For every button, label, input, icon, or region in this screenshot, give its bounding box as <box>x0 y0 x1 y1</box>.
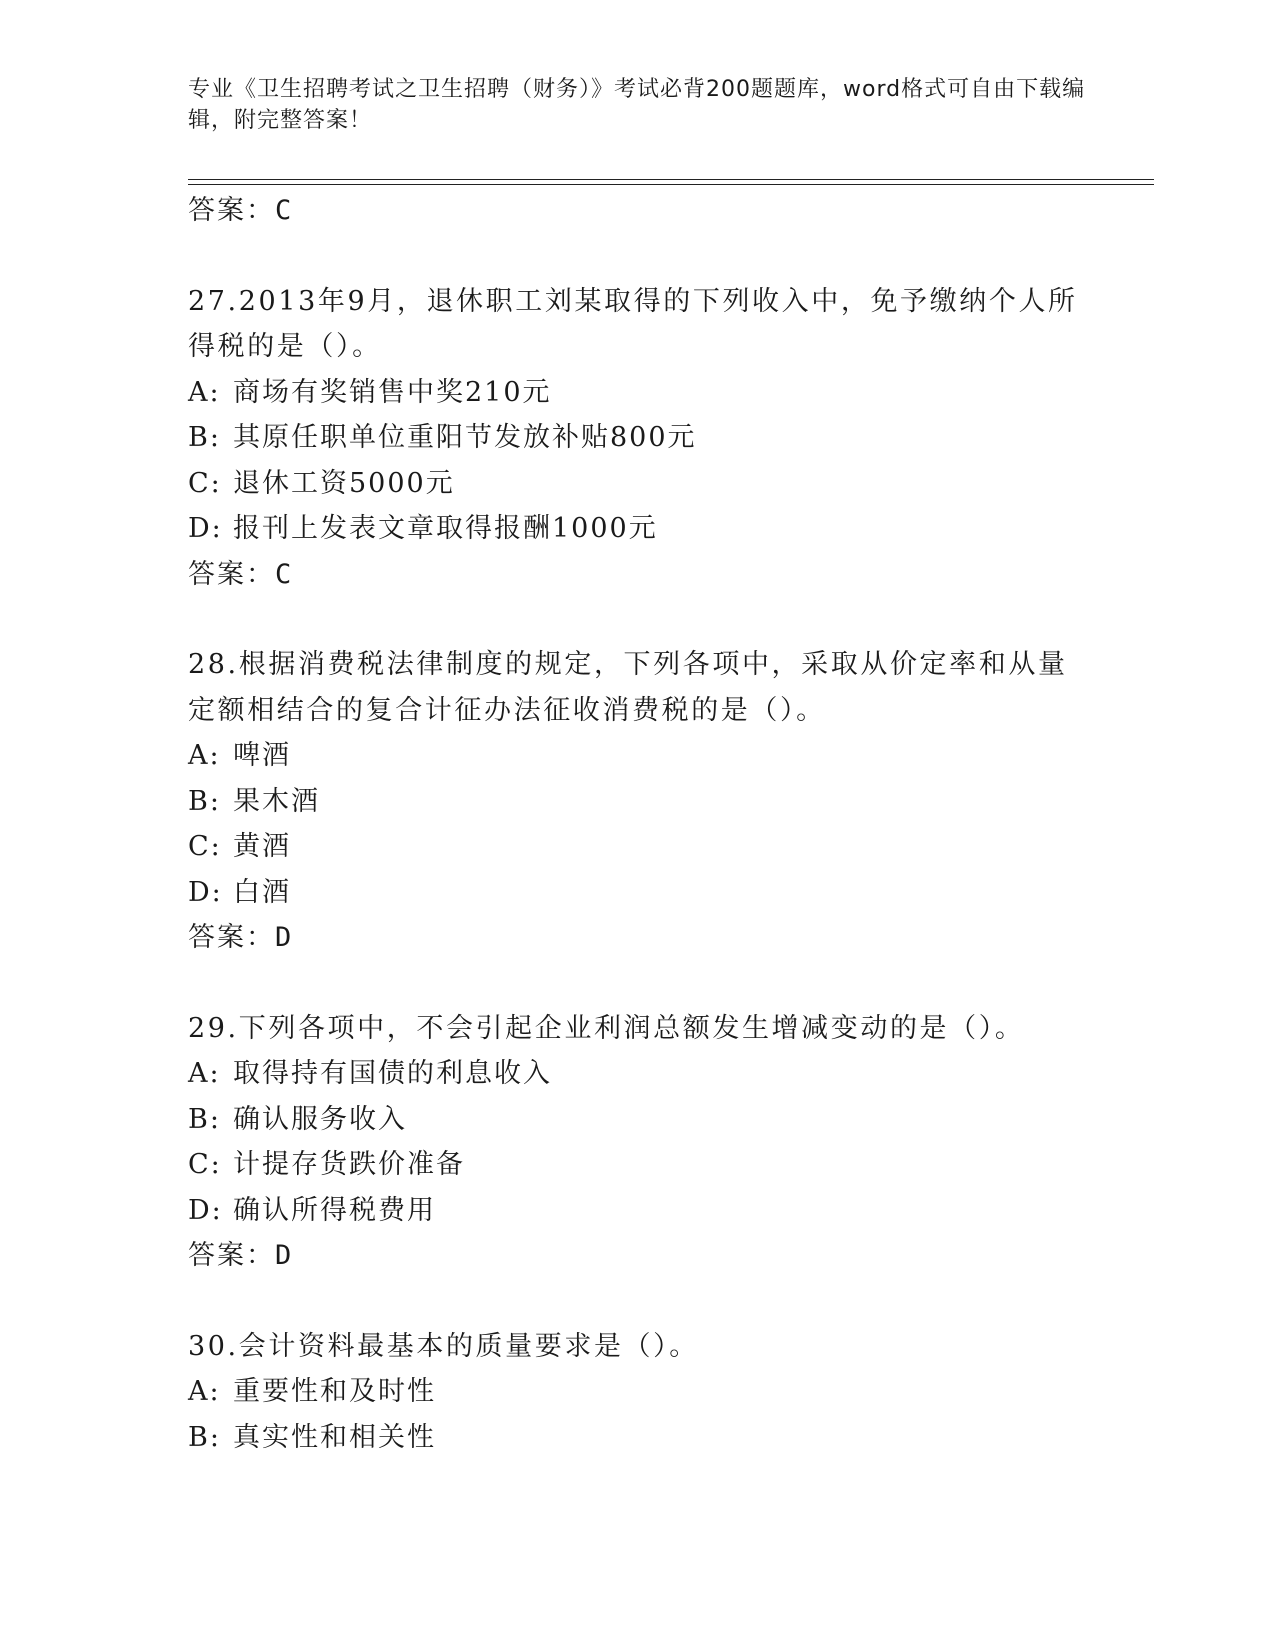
option-c <box>188 824 1128 870</box>
option-text: 商场有奖销售中奖210元 <box>233 376 552 408</box>
option-c <box>188 461 1128 507</box>
option-d <box>188 1188 1128 1234</box>
option-c <box>188 1142 1128 1188</box>
answer-value: C <box>275 195 294 226</box>
option-letter: B: <box>188 422 221 453</box>
option-letter: A: <box>188 1058 221 1089</box>
answer-line <box>188 1233 1128 1279</box>
option-letter: C: <box>188 467 222 499</box>
option-letter: C: <box>188 1149 222 1180</box>
answer-label: 答案： <box>188 1240 275 1271</box>
option-b <box>188 1097 1128 1143</box>
option-a <box>188 1369 1128 1415</box>
answer-label: 答案： <box>188 558 275 590</box>
option-text: 重要性和及时性 <box>233 1376 436 1407</box>
answer-line <box>188 915 1128 961</box>
option-text: 其原任职单位重阳节发放补贴800元 <box>233 422 697 453</box>
question-number: 27. <box>188 285 239 317</box>
question-block <box>188 1006 1128 1279</box>
question-stem: 下列各项中，不会引起企业利润总额发生增减变动的是（）。 <box>238 1012 1025 1044</box>
question-stem: 根据消费税法律制度的规定，下列各项中，采取从价定率和从量定额相结合的复合计征办法征收消费税的是（）。 <box>188 649 1068 726</box>
option-d <box>188 506 1128 552</box>
option-text: 报刊上发表文章取得报酬1000元 <box>233 513 658 544</box>
option-text: 退休工资5000元 <box>233 467 455 499</box>
option-text: 确认所得税费用 <box>233 1194 436 1226</box>
answer-value: C <box>275 558 294 590</box>
option-letter: B: <box>188 785 221 817</box>
option-b <box>188 415 1128 461</box>
option-letter: A: <box>188 376 221 408</box>
option-a <box>188 733 1128 779</box>
answer-value: D <box>275 922 294 953</box>
option-text: 果木酒 <box>233 785 320 817</box>
header-note: 专业《卫生招聘考试之卫生招聘（财务）》考试必背200题题库，word格式可自由下载编辑，附完整答案！ <box>188 77 1086 133</box>
header-rule-bottom <box>188 184 1154 185</box>
option-b <box>188 1415 1128 1461</box>
question-number: 29. <box>188 1012 239 1044</box>
answer-value: D <box>275 1240 294 1271</box>
question-list <box>188 188 1128 1460</box>
option-letter: D: <box>188 876 223 908</box>
header-rule-top <box>188 179 1154 180</box>
option-text: 真实性和相关性 <box>233 1421 436 1453</box>
option-letter: B: <box>188 1421 221 1453</box>
option-a <box>188 1051 1128 1097</box>
option-letter: D: <box>188 513 223 544</box>
question-block <box>188 279 1128 598</box>
option-letter: C: <box>188 831 222 862</box>
option-text: 取得持有国债的利息收入 <box>233 1058 552 1089</box>
question-block <box>188 1324 1128 1461</box>
option-text: 黄酒 <box>233 831 291 862</box>
option-letter: D: <box>188 1194 223 1226</box>
answer-line <box>188 552 1128 598</box>
option-letter: B: <box>188 1103 221 1135</box>
option-text: 计提存货跌价准备 <box>233 1149 465 1180</box>
question-text <box>188 1324 1088 1370</box>
answer-label: 答案： <box>188 922 275 953</box>
answer-label: 答案： <box>188 195 275 226</box>
question-text <box>188 279 1088 370</box>
option-letter: A: <box>188 740 221 771</box>
option-b <box>188 779 1128 825</box>
option-letter: A: <box>188 1376 221 1407</box>
option-text: 白酒 <box>233 876 291 908</box>
option-text: 啤酒 <box>233 740 291 771</box>
question-number: 30. <box>188 1330 239 1362</box>
option-d <box>188 870 1128 916</box>
question-text <box>188 642 1088 733</box>
question-block <box>188 642 1128 961</box>
option-a <box>188 370 1128 416</box>
question-stem: 2013年9月，退休职工刘某取得的下列收入中，免予缴纳个人所得税的是（）。 <box>188 285 1078 362</box>
option-text: 确认服务收入 <box>233 1103 407 1135</box>
question-number: 28. <box>188 649 239 680</box>
answer-line <box>188 188 1128 234</box>
question-stem: 会计资料最基本的质量要求是（）。 <box>238 1330 699 1362</box>
question-text <box>188 1006 1088 1052</box>
